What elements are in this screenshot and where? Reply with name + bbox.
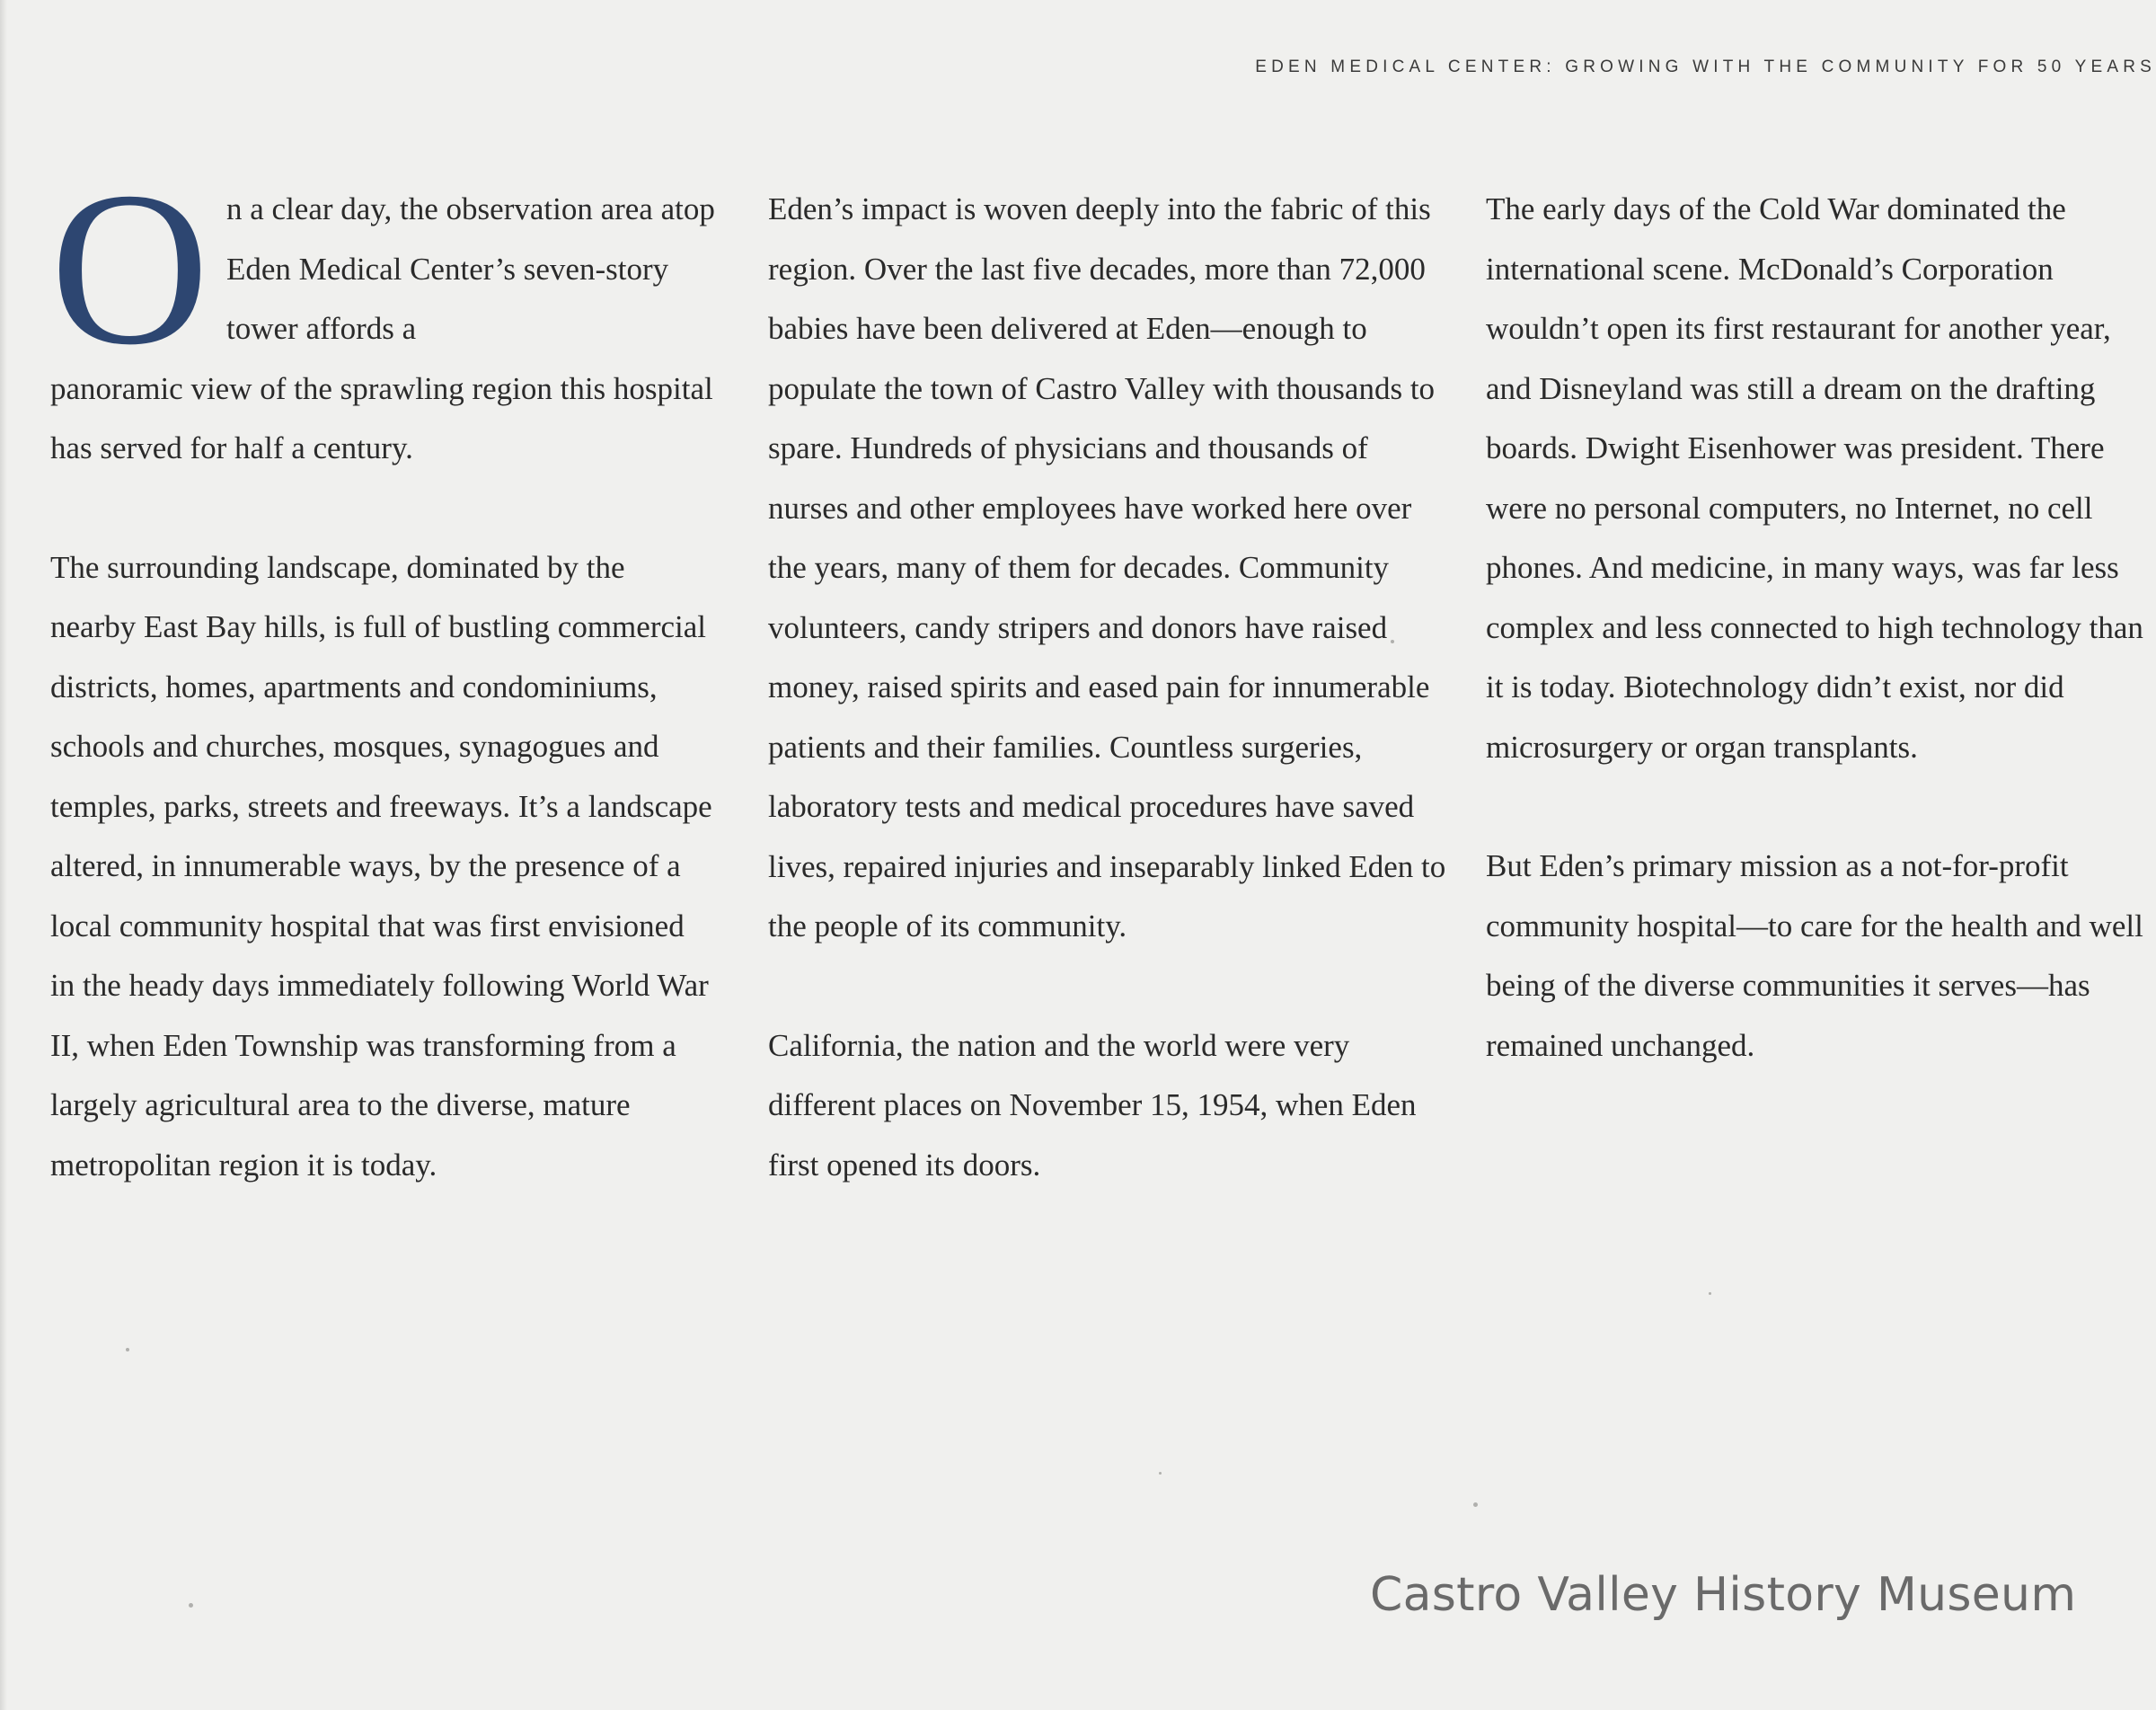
paper-speck — [1159, 1472, 1162, 1475]
page-edge — [0, 0, 7, 1710]
paper-speck — [189, 1603, 193, 1608]
column-1-paragraph-1-rest: panoramic view of the sprawling region this hospital has served for half a century. — [50, 370, 713, 465]
drop-cap: O — [50, 146, 209, 390]
column-1-paragraph-2: The surrounding landscape, dominated by the nearby East Bay hills, is full of bustling commercial districts, homes, apartments and condominiums, schools and churches, mosques, synagogues and temples, parks, streets and freeways. It’s a landscape altered, in innumerable ways, by the presence of a local community hospital that was first envisioned in the heady days immediately following World War II, when Eden Township was transforming from a largely agricultural area to the diverse, mature metropolitan region it is today. — [50, 549, 712, 1183]
paper-speck — [126, 1348, 129, 1351]
column-2-paragraph-2: California, the nation and the world were very different places on November 15, 1954, when Eden first opened its doors. — [768, 1027, 1417, 1183]
watermark: Castro Valley History Museum — [1370, 1568, 2077, 1622]
paper-speck — [1391, 640, 1394, 643]
column-1 — [50, 146, 715, 1195]
column-3 — [1486, 180, 2151, 1076]
column-3-paragraph-2: But Eden’s primary mission as a not-for-profit community hospital—to care for the health and well being of the diverse communities it serves—has remained unchanged. — [1486, 848, 2143, 1063]
column-2 — [768, 180, 1451, 1195]
column-3-paragraph-1: The early days of the Cold War dominated the international scene. McDonald’s Corporation wouldn’t open its first restaurant for another year, and Disneyland was still a dream on the drafting boards. Dwight Eisenhower was president. There were no personal computers, no Internet, no cell phones. And medicine, in many ways, was far less complex and less connected to high technology than it is today. Biotechnology didn’t exist, nor did microsurgery or organ transplants. — [1486, 191, 2143, 765]
drop-cap-lines: n a clear day, the observation area atop Eden Medical Center’s seven-story tower affords a — [226, 191, 715, 346]
column-1-paragraph-1 — [50, 146, 715, 479]
running-header: EDEN MEDICAL CENTER: GROWING WITH THE COMMUNITY FOR 50 YEARS — [1255, 58, 2156, 76]
column-2-paragraph-1: Eden’s impact is woven deeply into the fabric of this region. Over the last five decades, more than 72,000 babies have been delivered at Eden—enough to populate the town of Castro Valley with thousands to spare. Hundreds of physicians and thousands of nurses and other employees have worked here over the years, many of them for decades. Community volunteers, candy stripers and donors have raised money, raised spirits and eased pain for innumerable patients and their families. Countless surgeries, laboratory tests and medical procedures have saved lives, repaired injuries and inseparably linked Eden to the people of its community. — [768, 191, 1446, 944]
paper-speck — [1473, 1502, 1478, 1507]
paper-speck — [1709, 1292, 1711, 1295]
